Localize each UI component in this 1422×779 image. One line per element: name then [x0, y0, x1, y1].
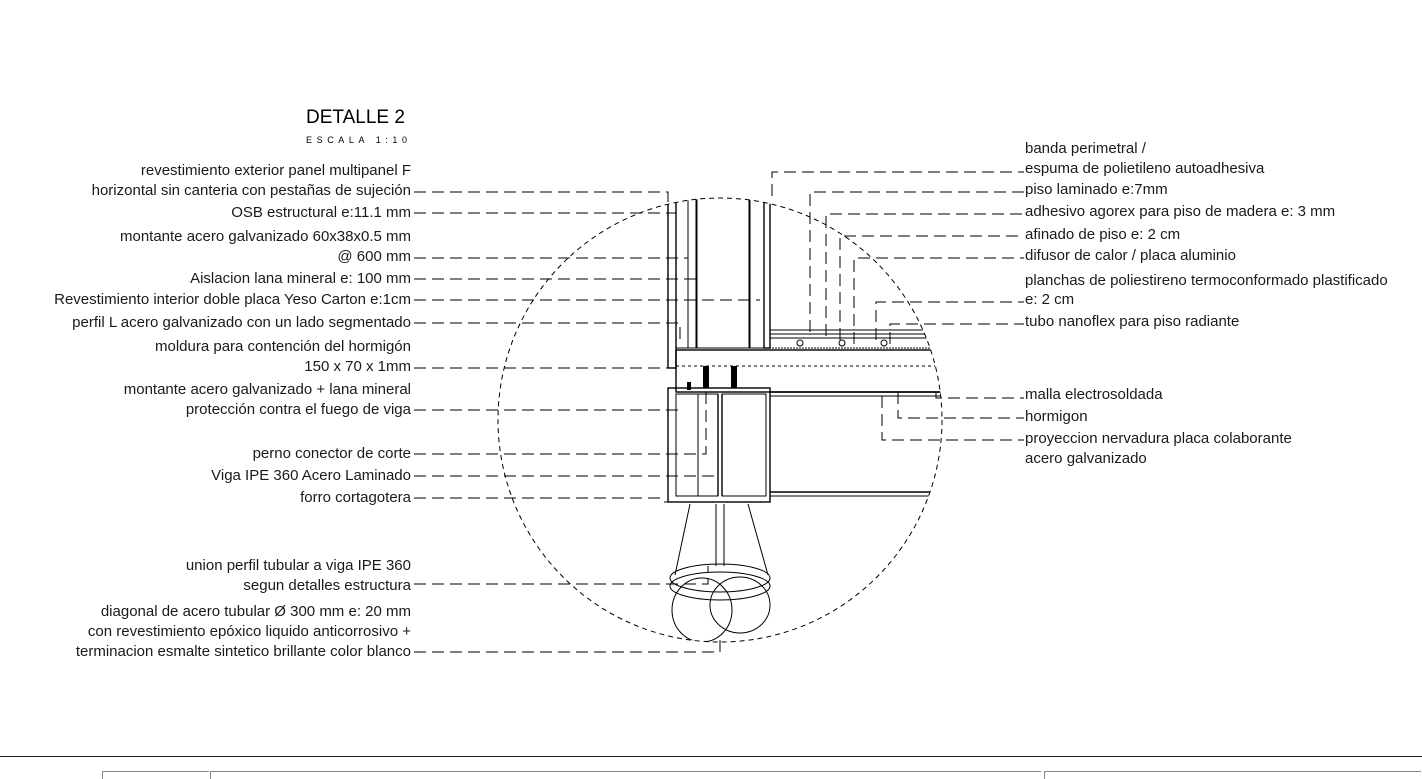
label-osb: OSB estructural e:11.1 mm	[231, 204, 411, 221]
concrete-slab	[676, 350, 956, 392]
ipe-beam-web	[698, 394, 718, 496]
detail-title: DETALLE 2	[306, 107, 405, 128]
mineral-wool-insulation	[697, 196, 749, 348]
label-perimeter-band: banda perimetral / espuma de polietileno autoadhesiva	[1025, 140, 1265, 177]
steel-tube-right	[710, 577, 770, 633]
label-ipe-beam: Viga IPE 360 Acero Laminado	[211, 467, 411, 484]
label-adhesive: adhesivo agorex para piso de madera e: 3 mm	[1025, 203, 1336, 220]
label-steel-stud: montante acero galvanizado 60x38x0.5 mm @ 600 mm	[119, 228, 411, 265]
steel-tube-left	[672, 578, 732, 642]
label-l-profile: perfil L acero galvanizado con un lado segmentado	[72, 314, 411, 331]
detail-boundary-circle	[498, 198, 942, 642]
label-heat-diffuser: difusor de calor / placa aluminio	[1025, 247, 1236, 264]
label-mineral-wool: Aislacion lana mineral e: 100 mm	[190, 270, 411, 287]
label-welded-mesh: malla electrosoldada	[1025, 386, 1163, 403]
label-deck-rib: proyeccion nervadura placa colaborante acero galvanizado	[1025, 430, 1292, 467]
steel-stud	[764, 196, 770, 348]
bottom-tab-divider	[102, 771, 209, 779]
osb-board	[676, 196, 696, 348]
label-fire-protection: montante acero galvanizado + lana mineral protección contra el fuego de viga	[123, 381, 411, 418]
shear-connector	[731, 366, 737, 388]
bottom-tab-divider	[1044, 771, 1421, 779]
label-exterior-panel: revestimiento exterior panel multipanel F horizontal sin canteria con pestañas de sujeción	[91, 162, 411, 199]
gypsum-board	[750, 196, 764, 348]
right-labels	[1025, 140, 1388, 467]
exterior-wall-panel	[668, 196, 676, 368]
label-gypsum: Revestimiento interior doble placa Yeso Carton e:1cm	[54, 291, 411, 308]
right-leaders	[772, 172, 1024, 440]
label-screed: afinado de piso e: 2 cm	[1025, 226, 1181, 243]
label-laminate-floor: piso laminado e:7mm	[1025, 181, 1168, 198]
label-molding: moldura para contención del hormigón 150 x 70 x 1mm	[155, 338, 411, 375]
label-polystyrene: planchas de poliestireno termoconformado plastificado e: 2 cm	[1025, 272, 1388, 308]
left-labels	[54, 162, 412, 660]
label-diagonal-tube: diagonal de acero tubular Ø 300 mm e: 20 mm con revestimiento epóxico liquido anticorrosivo + terminacion esmalte sintetico brillante color blanco	[75, 603, 411, 660]
viewport-bottom-bar	[0, 756, 1422, 778]
label-concrete: hormigon	[1025, 408, 1088, 425]
label-shear-connector: perno conector de corte	[252, 445, 411, 462]
label-nanoflex-tube: tubo nanoflex para piso radiante	[1025, 313, 1240, 330]
section-geometry	[664, 196, 956, 642]
label-tube-union: union perfil tubular a viga IPE 360 segun detalles estructura	[185, 557, 411, 594]
detail-scale: ESCALA 1:10	[306, 135, 412, 145]
shear-connector	[703, 366, 709, 388]
left-leaders	[414, 192, 760, 652]
label-drip-cover: forro cortagotera	[300, 489, 411, 506]
beam-fire-protection	[668, 388, 770, 502]
bottom-tab-divider	[210, 771, 1041, 779]
